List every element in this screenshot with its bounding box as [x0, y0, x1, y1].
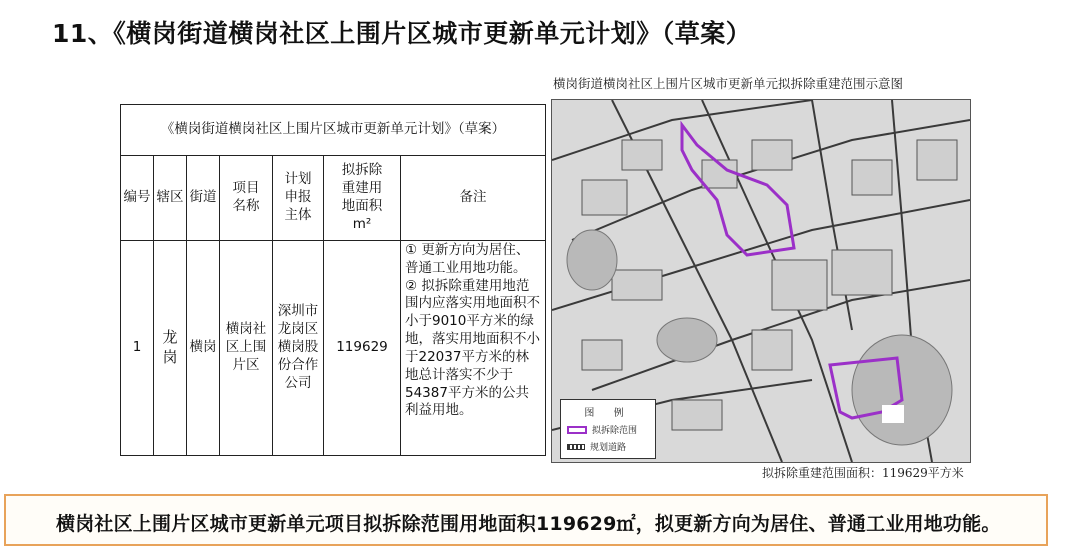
- map-legend: [560, 399, 656, 459]
- table-caption-text: 《横岗街道横岗社区上围片区城市更新单元计划》（草案）: [160, 121, 506, 138]
- header-notes: 备注: [401, 156, 546, 241]
- header-area: 拟拆除重建用地面积 m²: [324, 156, 401, 241]
- cell-district: 龙岗: [154, 241, 187, 456]
- cell-no: 1: [121, 241, 154, 456]
- header-project: 项目名称: [220, 156, 273, 241]
- table-caption: [121, 105, 546, 156]
- plan-table: [120, 104, 546, 456]
- legend-title: 图 例: [584, 408, 632, 419]
- range-swatch-icon: [567, 426, 587, 434]
- header-street: 街道: [187, 156, 220, 241]
- header-applicant: 计划申报主体: [273, 156, 324, 241]
- cell-project: 横岗社区上围片区: [220, 241, 273, 456]
- note-2: ② 拟拆除重建用地范围内应落实用地面积不小于9010平方米的绿地，落实用地面积不小于22037平方米的林地总计落实不少于54387平方米的公共利益用地。: [405, 277, 540, 419]
- legend-item-road: 规划道路: [567, 440, 655, 453]
- cell-applicant: 深圳市龙岗区横岗股份合作公司: [273, 241, 324, 456]
- map-caption: 拟拆除重建范围面积：119629平方米: [762, 466, 964, 480]
- road-swatch-icon: [567, 444, 585, 450]
- summary-box: [4, 494, 1048, 546]
- header-district: 辖区: [154, 156, 187, 241]
- header-no: 编号: [121, 156, 154, 241]
- map-title: 横岗街道横岗社区上围片区城市更新单元拟拆除重建范围示意图: [553, 76, 904, 91]
- page-title: 11、《横岗街道横岗社区上围片区城市更新单元计划》（草案）: [52, 19, 752, 48]
- cell-street: 横岗: [187, 241, 220, 456]
- legend-item-range: 拟拆除范围: [567, 423, 655, 436]
- cell-area: 119629: [324, 241, 401, 456]
- cell-notes: [401, 241, 546, 456]
- summary-text: 横岗社区上围片区城市更新单元项目拟拆除范围用地面积119629㎡，拟更新方向为居住、普通工业用地功能。: [56, 513, 1001, 535]
- note-1: ① 更新方向为居住、普通工业用地功能。: [405, 242, 530, 276]
